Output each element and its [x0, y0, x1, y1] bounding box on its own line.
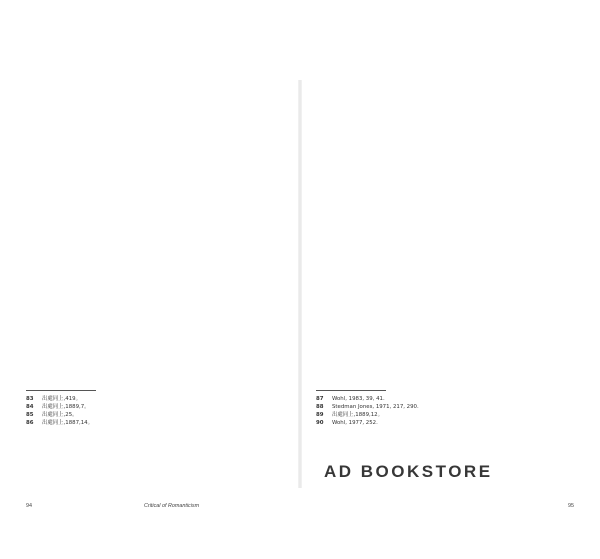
footnote-rule — [26, 390, 96, 391]
right-page — [316, 88, 574, 509]
left-page — [26, 88, 284, 509]
footnote-number: 89 — [316, 412, 324, 418]
left-block-quote — [36, 121, 278, 161]
right-paragraph-2 — [316, 102, 574, 113]
footnote-number: 86 — [26, 420, 34, 426]
right-footnotes — [316, 384, 574, 427]
footnote — [26, 419, 284, 427]
left-paragraph-3 — [26, 169, 284, 180]
footnote — [316, 403, 574, 411]
book-gutter — [298, 80, 302, 488]
footnote-number: 87 — [316, 396, 324, 402]
footnote-number: 88 — [316, 404, 324, 410]
left-footnotes — [26, 384, 284, 427]
footnote — [26, 403, 284, 411]
left-paragraph-4 — [26, 183, 284, 194]
footnote-text: 出處同上,419。 — [42, 396, 81, 402]
left-paragraph-2 — [26, 102, 284, 113]
running-title: Critical of Romanticism — [144, 503, 200, 509]
footnote-number: 84 — [26, 404, 34, 410]
footnote-text: Wohl, 1977, 252. — [332, 420, 378, 426]
footnote-text: 出處同上,1889,12。 — [332, 412, 383, 418]
footnote-rule — [316, 390, 386, 391]
footnote-number: 83 — [26, 396, 34, 402]
left-paragraph-1 — [26, 88, 284, 99]
right-paragraph-3 — [316, 116, 574, 127]
footnote — [316, 419, 574, 427]
footnote — [316, 411, 574, 419]
footnote — [26, 395, 284, 403]
footnote-number: 90 — [316, 420, 324, 426]
right-paragraph-1 — [316, 88, 574, 99]
footnote-text: 出處同上,25。 — [42, 412, 78, 418]
page-number: 94 — [26, 503, 32, 509]
footnote-number: 85 — [26, 412, 34, 418]
footnote-text: Stedman Jones, 1971, 217, 290. — [332, 404, 419, 410]
page-number: 95 — [568, 503, 574, 509]
watermark-brand-latin: AD BOOKSTORE — [324, 462, 493, 481]
footnote-text: Wohl, 1983, 39, 41. — [332, 396, 385, 402]
footnote — [26, 411, 284, 419]
footnote — [316, 395, 574, 403]
footnote-text: 出處同上,1887,14。 — [42, 420, 93, 426]
footnote-text: 出處同上,1889,7。 — [42, 404, 90, 410]
